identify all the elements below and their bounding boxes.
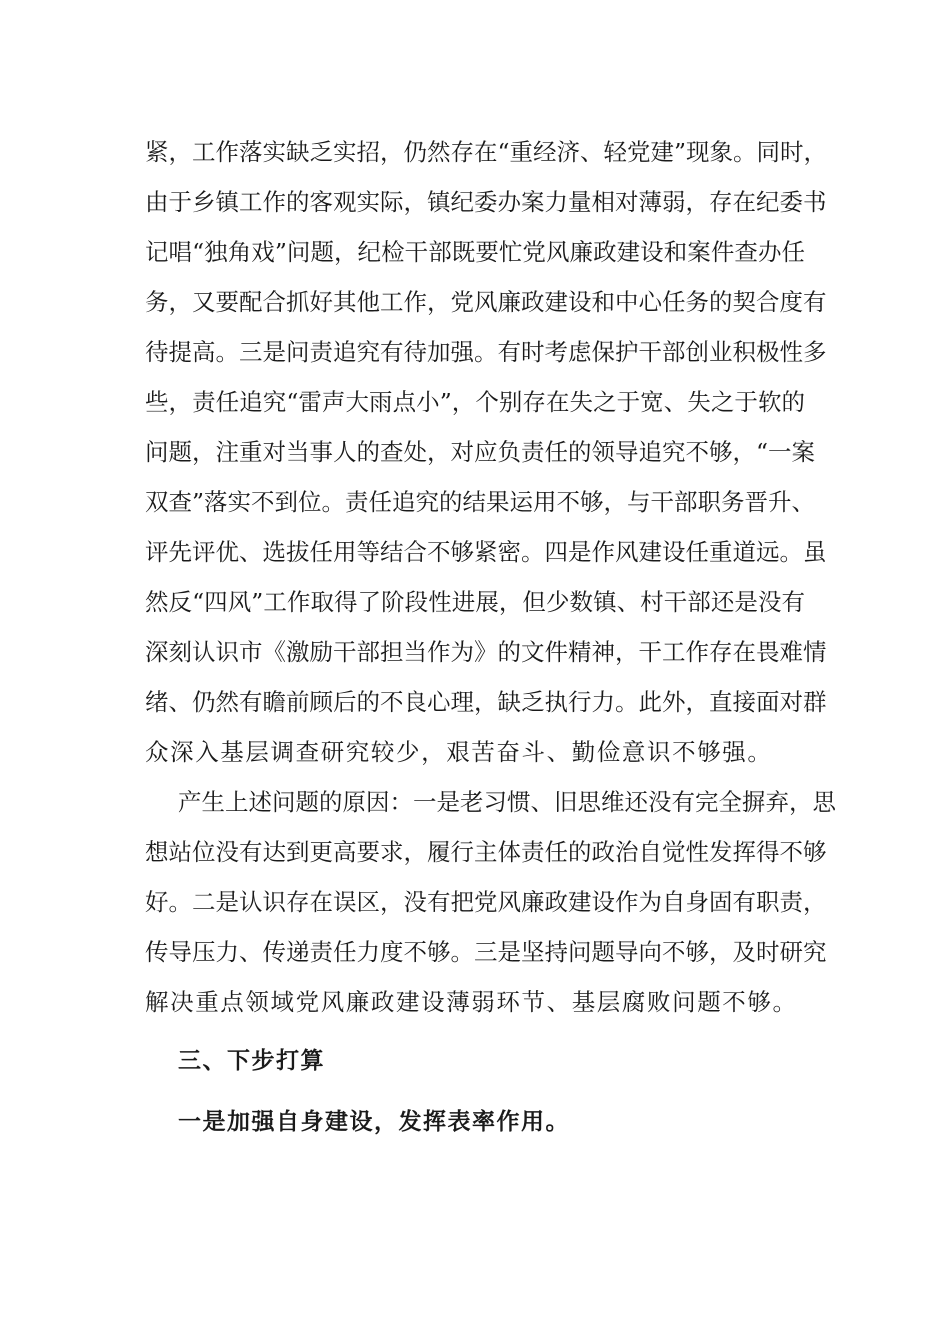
paragraph-1-line-7: 问题，注重对当事人的查处，对应负责任的领导追究不够，“一案 — [145, 438, 816, 466]
paragraph-2-line-5: 解决重点领域党风廉政建设薄弱环节、基层腐败问题不够。 — [145, 988, 798, 1016]
paragraph-1-line-4: 务，又要配合抓好其他工作，党风廉政建设和中心任务的契合度有 — [145, 288, 827, 316]
paragraph-2-line-3: 好。二是认识存在误区，没有把党风廉政建设作为自身固有职责， — [145, 888, 827, 916]
paragraph-1-line-11: 深刻认识市《激励干部担当作为》的文件精神，干工作存在畏难情 — [145, 638, 827, 666]
section-heading: 三、下步打算 — [178, 1048, 325, 1074]
paragraph-1-line-2: 由于乡镇工作的客观实际，镇纪委办案力量相对薄弱，存在纪委书 — [145, 188, 827, 216]
paragraph-2-line-2: 想站位没有达到更高要求，履行主体责任的政治自觉性发挥得不够 — [145, 838, 827, 866]
paragraph-1-line-8: 双查”落实不到位。责任追究的结果运用不够，与干部职务晋升、 — [145, 488, 816, 516]
paragraph-1-line-3: 记唱“独角戏”问题，纪检干部既要忙党风廉政建设和案件查办任 — [145, 238, 805, 266]
subheading: 一是加强自身建设，发挥表率作用。 — [178, 1109, 570, 1135]
paragraph-2-line-4: 传导压力、传递责任力度不够。三是坚持问题导向不够，及时研究 — [145, 938, 827, 966]
paragraph-1-line-13: 众深入基层调查研究较少，艰苦奋斗、勤俭意识不够强。 — [145, 738, 773, 766]
paragraph-1-line-10: 然反“四风”工作取得了阶段性进展，但少数镇、村干部还是没有 — [145, 588, 805, 616]
paragraph-1-line-9: 评先评优、选拔任用等结合不够紧密。四是作风建设任重道远。虽 — [145, 538, 827, 566]
paragraph-1-line-6: 些，责任追究“雷声大雨点小”，个别存在失之于宽、失之于软的 — [145, 388, 805, 416]
paragraph-1-line-12: 绪、仍然有瞻前顾后的不良心理，缺乏执行力。此外，直接面对群 — [145, 688, 827, 716]
paragraph-1-line-1: 紧，工作落实缺乏实招，仍然存在“重经济、轻党建”现象。同时， — [145, 138, 828, 166]
paragraph-1-line-5: 待提高。三是问责追究有待加强。有时考虑保护干部创业积极性多 — [145, 338, 827, 366]
paragraph-2-line-1: 产生上述问题的原因：一是老习惯、旧思维还没有完全摒弃，思 — [178, 788, 836, 816]
